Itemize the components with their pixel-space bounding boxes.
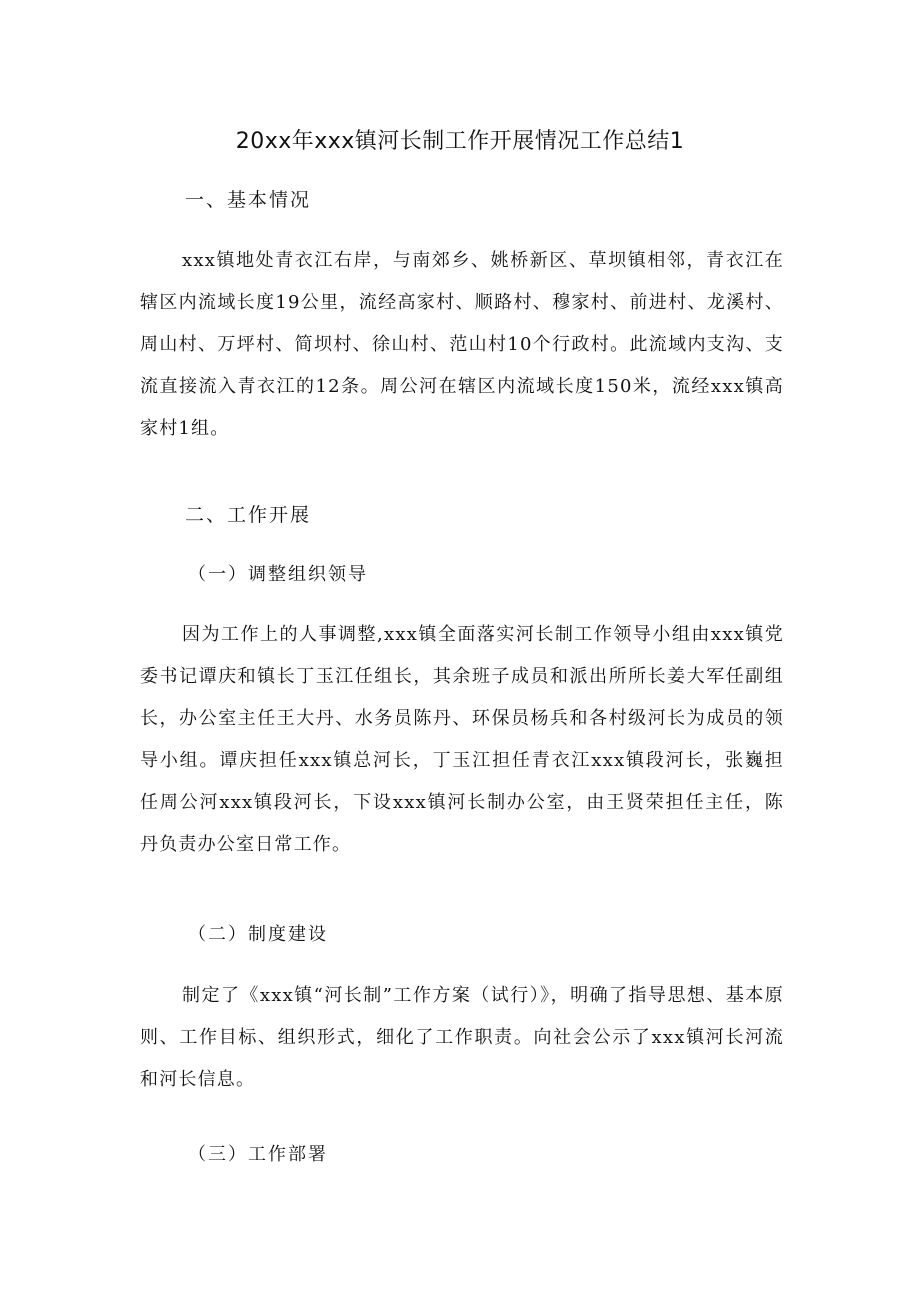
paragraph-basic-info: xxx镇地处青衣江右岸，与南郊乡、姚桥新区、草坝镇相邻，青衣江在辖区内流域长度19公里，流经高家村、顺路村、穆家村、前进村、龙溪村、周山村、万坪村、简坝村、徐山村、范山村10个行政村。此流域内支沟、支流直接流入青衣江的12条。周公河在辖区内流域长度150米，流经xxx镇高家村1组。: [140, 250, 784, 439]
subsection-heading-organization: （一）调整组织领导: [188, 564, 368, 585]
section-heading-work: 二、工作开展: [185, 504, 312, 526]
subsection-heading-deployment: （三）工作部署: [188, 1144, 328, 1165]
paragraph-organization: 因为工作上的人事调整,xxx镇全面落实河长制工作领导小组由xxx镇党委书记谭庆和镇长丁玉江任组长，其余班子成员和派出所所长姜大军任副组长，办公室主任王大丹、水务员陈丹、环保员杨兵和各村级河长为成员的领导小组。谭庆担任xxx镇总河长，丁玉江担任青衣江xxx镇段河长，张巍担任周公河xxx镇段河长，下设xxx镇河长制办公室，由王贤荣担任主任，陈丹负责办公室日常工作。: [140, 624, 784, 855]
document-title: 20xx年xxx镇河长制工作开展情况工作总结1: [235, 129, 685, 154]
section-heading-basic-info: 一、基本情况: [185, 189, 312, 211]
paragraph-system: 制定了《xxx镇“河长制”工作方案（试行）》，明确了指导思想、基本原则、工作目标、组织形式，细化了工作职责。向社会公示了xxx镇河长河流和河长信息。: [140, 985, 784, 1090]
subsection-heading-system: （二）制度建设: [188, 924, 328, 945]
